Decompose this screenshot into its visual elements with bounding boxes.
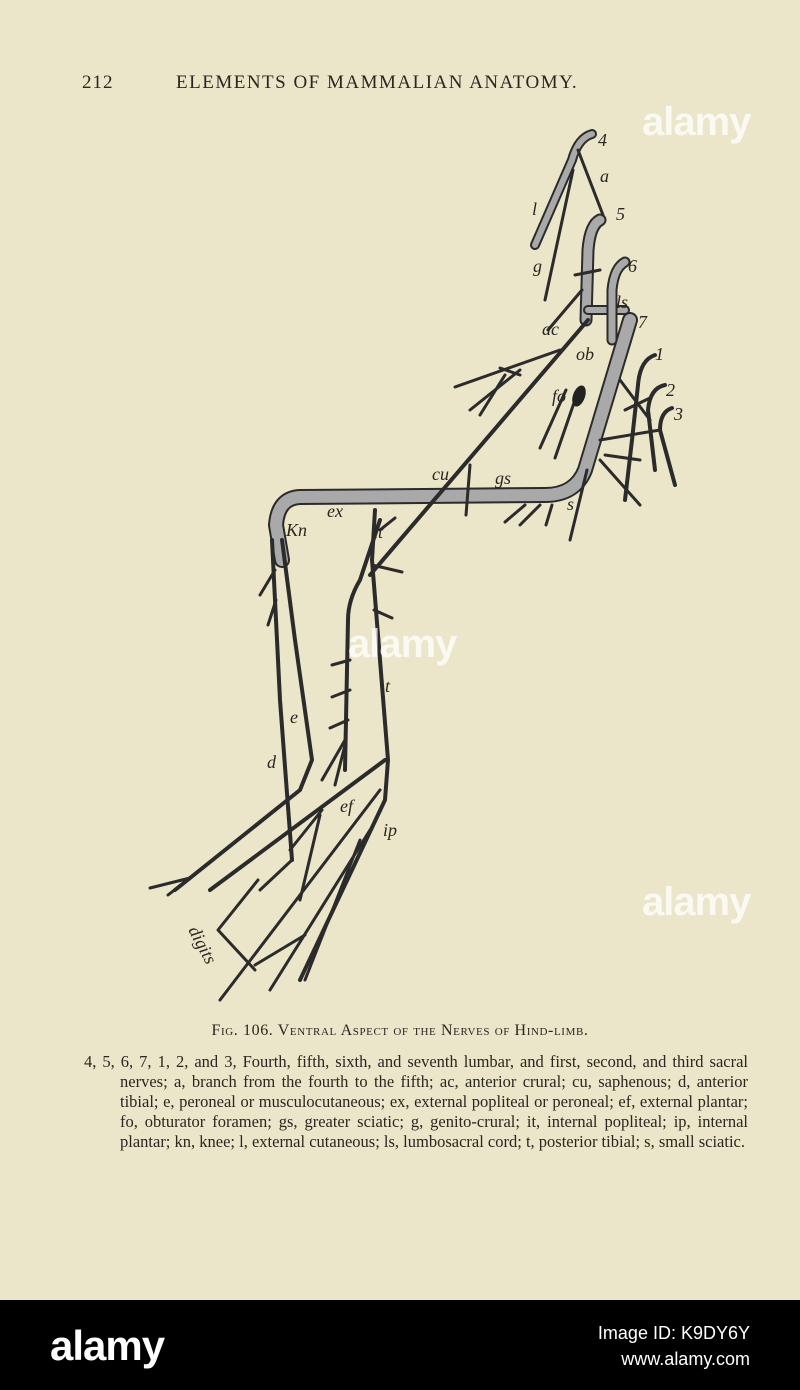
figure-caption-title: Fig. 106. Ventral Aspect of the Nerves of Hind-limb. (211, 1022, 589, 1039)
peroneal (150, 540, 312, 895)
label-7: 7 (638, 312, 647, 332)
label-e: e (290, 707, 298, 727)
label-g: g (533, 256, 542, 276)
label-it: it (373, 522, 384, 542)
caption-first-line: 4, 5, 6, 7, 1, 2, and 3, Fourth, fifth, sixth, and seventh lumbar, and first, (84, 1052, 581, 1071)
plantar-branches (210, 760, 385, 1000)
figure-caption-body (84, 1052, 748, 1152)
label-gs: gs (495, 468, 512, 488)
anterior-crural (370, 320, 588, 575)
label-digits: digits (184, 922, 221, 968)
label-t: t (385, 676, 391, 696)
watermark-lower: alamy (642, 880, 751, 924)
label-3: 3 (674, 404, 683, 424)
posterior-tibial (300, 510, 402, 980)
label-ex: ex (327, 501, 343, 521)
label-6: 6 (628, 256, 637, 276)
image-id: Image ID: K9DY6Y (597, 1323, 750, 1343)
label-2: 2 (666, 380, 675, 400)
watermark-middle: alamy (348, 622, 457, 666)
caption-legend-text: second, and third sacral nerves; a, branch from the fourth to the fifth; ac, anterior crural; cu, saphenous; d, anterior tibial; e, peroneal or musculocutaneous; ex, external popliteal or peroneal; ef, external plantar; fo, obturator foramen; gs, greater sciatic; g, genito-crural; it, internal popliteal; ip, internal plantar; kn, knee; l, external cutaneous; ls, lumbosacral cord; t, posterior tibial; s, small sciatic. (120, 1052, 749, 1151)
label-ls: ls (616, 292, 629, 312)
label-fo: fo (552, 386, 567, 406)
stock-footer-bar (0, 1300, 800, 1390)
page-number: 212 (82, 72, 114, 93)
label-l: l (532, 199, 538, 219)
watermark-top: alamy (642, 100, 751, 144)
label-ac: ac (542, 319, 559, 339)
label-ef: ef (340, 796, 353, 816)
site-url: www.alamy.com (621, 1349, 750, 1369)
label-kn: Kn (286, 520, 308, 540)
label-d: d (267, 752, 276, 772)
label-ob: ob (576, 344, 594, 364)
running-title: ELEMENTS OF MAMMALIAN ANATOMY. (176, 72, 579, 93)
label-ip: ip (383, 820, 398, 840)
label-s: s (567, 494, 575, 514)
image-id-block (598, 1320, 750, 1372)
label-1: 1 (655, 344, 664, 364)
alamy-logo: alamy (50, 1322, 165, 1369)
label-cu: cu (432, 464, 449, 484)
label-5: 5 (616, 204, 625, 224)
label-a: a (600, 166, 609, 186)
label-4: 4 (598, 130, 607, 150)
